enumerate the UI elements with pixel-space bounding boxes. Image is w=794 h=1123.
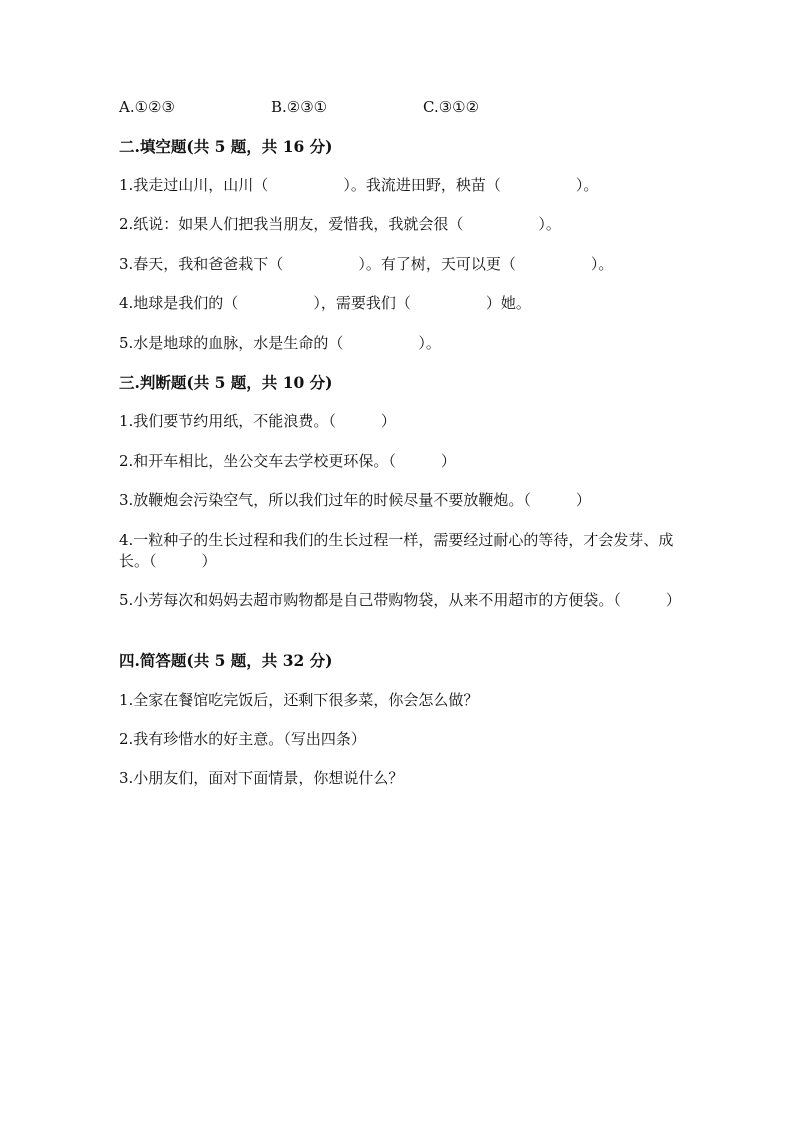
- fill-question-2: 2.纸说：如果人们把我当朋友，爱惜我，我就会很（ ）。: [119, 215, 561, 233]
- option-b: B.②③①: [271, 98, 328, 116]
- section3-heading: 三.判断题(共 5 题，共 10 分): [119, 373, 333, 392]
- fill-question-3: 3.春天，我和爸爸栽下（ ）。有了树，天可以更（ ）。: [119, 255, 614, 273]
- short-answer-2: 2.我有珍惜水的好主意。（写出四条）: [119, 730, 366, 748]
- fill-question-1: 1.我走过山川，山川（ ）。我流进田野，秧苗（ ）。: [119, 176, 599, 194]
- judge-question-3: 3.放鞭炮会污染空气，所以我们过年的时候尽量不要放鞭炮。（ ）: [119, 491, 591, 509]
- fill-question-5: 5.水是地球的血脉，水是生命的（ ）。: [119, 334, 441, 352]
- judge-question-4: 4.一粒种子的生长过程和我们的生长过程一样，需要经过耐心的等待，才会发芽、成长。（ ）: [119, 531, 674, 570]
- judge-question-5: 5.小芳每次和妈妈去超市购物都是自己带购物袋，从来不用超市的方便袋。（ ）: [119, 591, 681, 609]
- judge-question-1: 1.我们要节约用纸，不能浪费。（ ）: [119, 412, 396, 430]
- section2-heading: 二.填空题(共 5 题，共 16 分): [119, 137, 333, 156]
- short-answer-3: 3.小朋友们，面对下面情景，你想说什么？: [119, 769, 404, 787]
- short-answer-1: 1.全家在餐馆吃完饭后，还剩下很多菜，你会怎么做？: [119, 691, 479, 709]
- fill-question-4: 4.地球是我们的（ ），需要我们（ ）她。: [119, 294, 531, 312]
- judge-question-2: 2.和开车相比，坐公交车去学校更环保。（ ）: [119, 452, 456, 470]
- option-a: A.①②③: [119, 98, 175, 116]
- section4-heading: 四.简答题(共 5 题，共 32 分): [119, 651, 333, 670]
- option-c: C.③①②: [423, 98, 480, 116]
